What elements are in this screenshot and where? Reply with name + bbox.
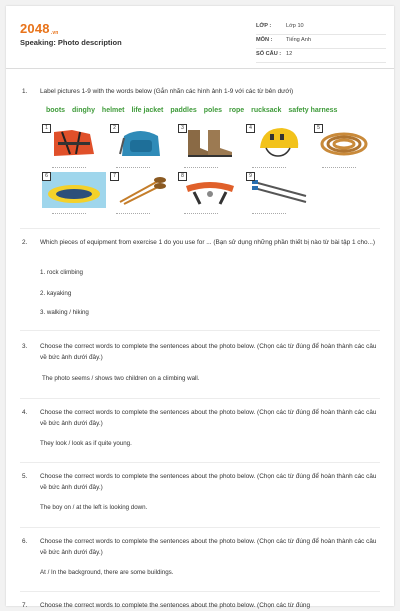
picture-index: 7: [110, 172, 119, 181]
meta-label: MÔN :: [256, 37, 273, 43]
word-item: helmet: [101, 107, 125, 114]
question-number: 4.: [22, 409, 28, 416]
meta-count: [256, 48, 386, 63]
question-text: Choose the correct words to complete the sentences about the photo below. (Chọn các từ đúng để hoàn thành các câu về bức ảnh dưới đây.): [40, 343, 377, 361]
picture-index: 6: [42, 172, 51, 181]
meta-subject: [256, 34, 386, 49]
rucksack-icon: [110, 124, 170, 160]
answer-item: 2. kayaking: [40, 290, 72, 297]
picture-index: 5: [314, 124, 323, 133]
answer-sentence: The photo seems / shows two children on a climbing wall.: [42, 375, 200, 382]
answer-blank[interactable]: [252, 166, 286, 168]
question-number: 6.: [22, 538, 28, 545]
picture-index: 1: [42, 124, 51, 133]
word-item: boots: [46, 107, 66, 114]
picture-index: 8: [178, 172, 187, 181]
safety-harness-icon: [178, 172, 242, 208]
picture-index: 9: [246, 172, 255, 181]
life-jacket-icon: [42, 124, 102, 160]
answer-blank[interactable]: [116, 212, 150, 214]
meta-value: Lớp 10: [286, 23, 304, 29]
answer-sentence: At / In the background, there are some buildings.: [40, 569, 174, 576]
boots-icon: [178, 124, 238, 160]
question-divider: [20, 398, 380, 399]
question-divider: [20, 462, 380, 463]
answer-blank[interactable]: [52, 166, 86, 168]
helmet-icon: [246, 124, 306, 160]
word-item: paddles: [170, 107, 197, 114]
worksheet: [6, 6, 394, 609]
word-bank: [46, 107, 386, 114]
answer-blank[interactable]: [184, 212, 218, 214]
picture-5: [314, 124, 374, 160]
picture-2: [110, 124, 170, 160]
meta-value: Tiếng Anh: [286, 37, 311, 43]
picture-9: [246, 172, 306, 208]
answer-blank[interactable]: [52, 212, 86, 214]
answer-item: 1. rock climbing: [40, 269, 83, 276]
word-item: rope: [228, 107, 245, 114]
header-divider: [6, 68, 394, 69]
word-item: poles: [203, 107, 223, 114]
question-text: Choose the correct words to complete the sentences about the photo below. (Chọn các từ đúng: [40, 602, 311, 609]
word-item: safety harness: [288, 107, 338, 114]
meta-label: SỐ CÂU :: [256, 51, 282, 57]
question-divider: [20, 330, 380, 331]
question-text: Which pieces of equipment from exercise 1 do you use for ... (Bạn sử dụng những phần thiết bị nào từ bài tập 1 cho...): [40, 239, 376, 246]
picture-index: 4: [246, 124, 255, 133]
poles-icon: [246, 172, 310, 208]
question-divider: [20, 228, 380, 229]
question-divider: [20, 591, 380, 592]
picture-index: 2: [110, 124, 119, 133]
picture-index: 3: [178, 124, 187, 133]
answer-sentence: They look / look as if quite young.: [40, 440, 132, 447]
answer-blank[interactable]: [184, 166, 218, 168]
question-text: Choose the correct words to complete the sentences about the photo below. (Chọn các từ đúng để hoàn thành các câu về bức ảnh dưới đây.): [40, 409, 377, 427]
answer-blank[interactable]: [322, 166, 356, 168]
question-number: 7.: [22, 602, 28, 609]
meta-label: LỚP :: [256, 23, 272, 29]
meta-value: 12: [286, 51, 293, 57]
picture-6: [42, 172, 102, 208]
word-item: dinghy: [72, 107, 95, 114]
paddles-icon: [110, 172, 170, 208]
question-number: 1.: [22, 88, 28, 95]
logo-text: 2048: [20, 21, 50, 36]
answer-blank[interactable]: [252, 212, 286, 214]
logo-suffix: .vn: [50, 30, 59, 36]
answer-item: 3. walking / hiking: [40, 309, 89, 316]
page-title: Speaking: Photo description: [20, 38, 122, 47]
meta-class: [256, 20, 386, 35]
question-text: Choose the correct words to complete the sentences about the photo below. (Chọn các từ đúng để hoàn thành các câu về bức ảnh dưới đây.): [40, 538, 377, 556]
word-item: rucksack: [251, 107, 282, 114]
question-text: Label pictures 1-9 with the words below (Gắn nhãn các hình ảnh 1-9 với các từ bên dưới): [40, 88, 294, 95]
question-number: 5.: [22, 473, 28, 480]
answer-sentence: The boy on / at the left is looking down.: [40, 504, 148, 511]
picture-4: [246, 124, 306, 160]
answer-blank[interactable]: [116, 166, 150, 168]
site-logo[interactable]: [20, 21, 59, 36]
picture-7: [110, 172, 170, 208]
question-number: 2.: [22, 239, 28, 246]
question-number: 3.: [22, 343, 28, 350]
picture-8: [178, 172, 238, 208]
word-item: life jacket: [131, 107, 164, 114]
picture-3: [178, 124, 238, 160]
rope-icon: [314, 124, 374, 160]
question-divider: [20, 527, 380, 528]
picture-1: [42, 124, 102, 160]
question-text: Choose the correct words to complete the sentences about the photo below. (Chọn các từ đúng để hoàn thành các câu về bức ảnh dưới đây.): [40, 473, 377, 491]
dinghy-icon: [42, 172, 106, 208]
